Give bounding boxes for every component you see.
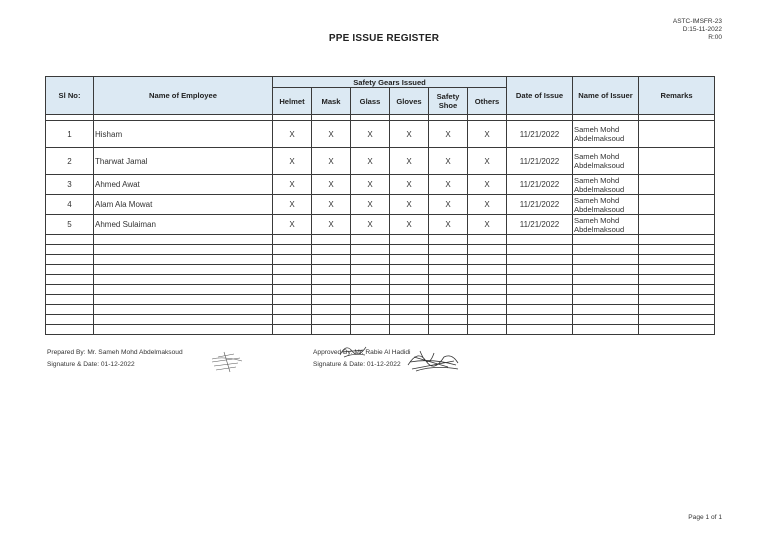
cell-safety-shoe: X bbox=[429, 215, 468, 235]
empty-row bbox=[46, 275, 715, 285]
empty-cell bbox=[573, 275, 639, 285]
cell-employee: Alam Ala Mowat bbox=[94, 195, 273, 215]
cell-safety-shoe: X bbox=[429, 148, 468, 175]
empty-cell bbox=[468, 295, 507, 305]
cell-others: X bbox=[468, 215, 507, 235]
header-safety-gears: Safety Gears Issued bbox=[273, 77, 507, 88]
empty-cell bbox=[312, 265, 351, 275]
empty-cell bbox=[507, 265, 573, 275]
empty-cell bbox=[46, 315, 94, 325]
empty-cell bbox=[94, 305, 273, 315]
cell-gloves: X bbox=[390, 121, 429, 148]
empty-cell bbox=[46, 255, 94, 265]
cell-remarks bbox=[639, 195, 715, 215]
cell-safety-shoe: X bbox=[429, 175, 468, 195]
issuer-line: Sameh Mohd bbox=[574, 175, 620, 185]
cell-remarks bbox=[639, 121, 715, 148]
empty-cell bbox=[390, 255, 429, 265]
empty-cell bbox=[273, 305, 312, 315]
document-code-number: ASTC-IMSFR-23 bbox=[672, 18, 722, 25]
header-employee: Name of Employee bbox=[94, 77, 273, 115]
issuer-line: Abdelmaksoud bbox=[574, 224, 625, 234]
cell-others: X bbox=[468, 175, 507, 195]
empty-cell bbox=[46, 235, 94, 245]
empty-cell bbox=[390, 275, 429, 285]
table-row bbox=[46, 121, 715, 148]
empty-cell bbox=[429, 295, 468, 305]
empty-cell bbox=[46, 285, 94, 295]
empty-cell bbox=[639, 245, 715, 255]
header-date-of-issue: Date of Issue bbox=[507, 77, 573, 115]
cell-sl: 5 bbox=[46, 215, 94, 235]
approved-signature-icon bbox=[404, 343, 462, 375]
header-mask: Mask bbox=[312, 88, 351, 115]
empty-cell bbox=[94, 275, 273, 285]
empty-cell bbox=[639, 255, 715, 265]
empty-cell bbox=[639, 325, 715, 335]
header-others: Others bbox=[468, 88, 507, 115]
empty-cell bbox=[46, 265, 94, 275]
empty-cell bbox=[94, 295, 273, 305]
empty-cell bbox=[639, 285, 715, 295]
empty-cell bbox=[351, 245, 390, 255]
empty-cell bbox=[468, 305, 507, 315]
table-row bbox=[46, 195, 715, 215]
page-title: PPE ISSUE REGISTER bbox=[328, 33, 440, 44]
cell-others: X bbox=[468, 148, 507, 175]
empty-cell bbox=[351, 305, 390, 315]
cell-helmet: X bbox=[273, 148, 312, 175]
cell-mask: X bbox=[312, 175, 351, 195]
cell-date: 11/21/2022 bbox=[507, 121, 573, 148]
empty-cell bbox=[573, 265, 639, 275]
empty-cell bbox=[390, 235, 429, 245]
issuer-line: Abdelmaksoud bbox=[574, 204, 625, 214]
cell-date: 11/21/2022 bbox=[507, 148, 573, 175]
cell-remarks bbox=[639, 215, 715, 235]
cell-sl: 2 bbox=[46, 148, 94, 175]
cell-helmet: X bbox=[273, 195, 312, 215]
cell-gloves: X bbox=[390, 215, 429, 235]
empty-cell bbox=[273, 315, 312, 325]
cell-helmet: X bbox=[273, 121, 312, 148]
empty-cell bbox=[429, 325, 468, 335]
empty-cell bbox=[273, 245, 312, 255]
empty-cell bbox=[639, 265, 715, 275]
header-gloves: Gloves bbox=[390, 88, 429, 115]
cell-remarks bbox=[639, 175, 715, 195]
empty-cell bbox=[573, 315, 639, 325]
empty-cell bbox=[94, 325, 273, 335]
empty-cell bbox=[273, 265, 312, 275]
empty-cell bbox=[351, 325, 390, 335]
empty-row bbox=[46, 265, 715, 275]
empty-cell bbox=[94, 285, 273, 295]
empty-cell bbox=[312, 275, 351, 285]
empty-cell bbox=[46, 245, 94, 255]
cell-issuer bbox=[573, 215, 639, 235]
empty-cell bbox=[94, 315, 273, 325]
empty-cell bbox=[46, 325, 94, 335]
table-row bbox=[46, 175, 715, 195]
empty-cell bbox=[312, 255, 351, 265]
cell-glass: X bbox=[351, 175, 390, 195]
empty-cell bbox=[573, 235, 639, 245]
header-helmet: Helmet bbox=[273, 88, 312, 115]
empty-cell bbox=[639, 275, 715, 285]
header-safety-shoe: Safety Shoe bbox=[429, 88, 468, 115]
issuer-line: Sameh Mohd bbox=[574, 195, 620, 205]
empty-cell bbox=[94, 245, 273, 255]
empty-cell bbox=[351, 265, 390, 275]
empty-cell bbox=[429, 275, 468, 285]
empty-cell bbox=[312, 295, 351, 305]
empty-row bbox=[46, 305, 715, 315]
cell-employee: Ahmed Sulaiman bbox=[94, 215, 273, 235]
document-code-date: D:15-11-2022 bbox=[682, 26, 722, 33]
approver-initial-signature-icon bbox=[338, 341, 368, 359]
empty-cell bbox=[573, 255, 639, 265]
empty-cell bbox=[273, 255, 312, 265]
table-row bbox=[46, 215, 715, 235]
empty-row bbox=[46, 325, 715, 335]
issuer-line: Sameh Mohd bbox=[574, 125, 620, 134]
cell-glass: X bbox=[351, 148, 390, 175]
cell-date: 11/21/2022 bbox=[507, 175, 573, 195]
empty-cell bbox=[351, 295, 390, 305]
empty-cell bbox=[468, 315, 507, 325]
cell-sl: 3 bbox=[46, 175, 94, 195]
empty-cell bbox=[390, 325, 429, 335]
empty-cell bbox=[507, 255, 573, 265]
cell-safety-shoe: X bbox=[429, 121, 468, 148]
empty-cell bbox=[94, 255, 273, 265]
cell-mask: X bbox=[312, 195, 351, 215]
empty-cell bbox=[46, 305, 94, 315]
empty-cell bbox=[507, 325, 573, 335]
cell-employee: Ahmed Awat bbox=[94, 175, 273, 195]
empty-cell bbox=[507, 275, 573, 285]
empty-cell bbox=[468, 245, 507, 255]
empty-cell bbox=[429, 235, 468, 245]
issuer-line: Sameh Mohd bbox=[574, 152, 620, 161]
issuer-line: Abdelmaksoud bbox=[574, 184, 625, 194]
empty-cell bbox=[573, 325, 639, 335]
empty-cell bbox=[468, 235, 507, 245]
empty-cell bbox=[273, 295, 312, 305]
header-sl-no: Sl No: bbox=[46, 77, 94, 115]
empty-cell bbox=[468, 285, 507, 295]
empty-cell bbox=[351, 315, 390, 325]
header-issuer: Name of Issuer bbox=[573, 77, 639, 115]
empty-cell bbox=[46, 275, 94, 285]
empty-cell bbox=[429, 305, 468, 315]
empty-cell bbox=[507, 295, 573, 305]
ppe-register-table bbox=[45, 76, 715, 335]
prepared-signature-icon bbox=[210, 350, 244, 374]
issuer-line: Abdelmaksoud bbox=[574, 134, 625, 143]
empty-cell bbox=[312, 305, 351, 315]
cell-mask: X bbox=[312, 121, 351, 148]
empty-cell bbox=[468, 255, 507, 265]
cell-date: 11/21/2022 bbox=[507, 215, 573, 235]
empty-cell bbox=[390, 285, 429, 295]
empty-row bbox=[46, 315, 715, 325]
cell-glass: X bbox=[351, 215, 390, 235]
cell-glass: X bbox=[351, 121, 390, 148]
cell-sl: 1 bbox=[46, 121, 94, 148]
empty-cell bbox=[507, 315, 573, 325]
table-row bbox=[46, 148, 715, 175]
approved-by: Approved By: Mr. Rabie Al Hadidi bbox=[313, 349, 411, 356]
cell-gloves: X bbox=[390, 195, 429, 215]
empty-cell bbox=[507, 245, 573, 255]
empty-row bbox=[46, 255, 715, 265]
empty-cell bbox=[468, 275, 507, 285]
empty-cell bbox=[351, 255, 390, 265]
cell-issuer bbox=[573, 175, 639, 195]
cell-date: 11/21/2022 bbox=[507, 195, 573, 215]
empty-cell bbox=[639, 315, 715, 325]
cell-mask: X bbox=[312, 148, 351, 175]
empty-row bbox=[46, 245, 715, 255]
empty-cell bbox=[94, 235, 273, 245]
document-code-revision: R:00 bbox=[708, 34, 722, 41]
empty-cell bbox=[468, 325, 507, 335]
empty-cell bbox=[312, 325, 351, 335]
issuer-line: Abdelmaksoud bbox=[574, 161, 625, 170]
empty-cell bbox=[273, 325, 312, 335]
cell-issuer bbox=[573, 121, 639, 148]
empty-cell bbox=[429, 245, 468, 255]
empty-cell bbox=[312, 285, 351, 295]
cell-issuer bbox=[573, 148, 639, 175]
empty-cell bbox=[390, 265, 429, 275]
empty-cell bbox=[351, 285, 390, 295]
empty-cell bbox=[429, 255, 468, 265]
cell-issuer bbox=[573, 195, 639, 215]
empty-cell bbox=[312, 245, 351, 255]
empty-cell bbox=[429, 315, 468, 325]
empty-cell bbox=[273, 275, 312, 285]
cell-helmet: X bbox=[273, 175, 312, 195]
empty-cell bbox=[390, 245, 429, 255]
prepared-by: Prepared By: Mr. Sameh Mohd Abdelmaksoud bbox=[47, 349, 183, 356]
cell-helmet: X bbox=[273, 215, 312, 235]
cell-safety-shoe: X bbox=[429, 195, 468, 215]
header-remarks: Remarks bbox=[639, 77, 715, 115]
empty-cell bbox=[573, 305, 639, 315]
empty-cell bbox=[390, 305, 429, 315]
empty-cell bbox=[46, 295, 94, 305]
cell-remarks bbox=[639, 148, 715, 175]
cell-gloves: X bbox=[390, 148, 429, 175]
cell-others: X bbox=[468, 195, 507, 215]
empty-cell bbox=[429, 265, 468, 275]
empty-row bbox=[46, 295, 715, 305]
empty-cell bbox=[312, 315, 351, 325]
header-glass: Glass bbox=[351, 88, 390, 115]
empty-cell bbox=[429, 285, 468, 295]
empty-cell bbox=[507, 305, 573, 315]
empty-cell bbox=[273, 285, 312, 295]
cell-mask: X bbox=[312, 215, 351, 235]
cell-others: X bbox=[468, 121, 507, 148]
cell-employee: Tharwat Jamal bbox=[94, 148, 273, 175]
approved-signature-date: Signature & Date: 01-12-2022 bbox=[313, 361, 401, 368]
empty-cell bbox=[639, 235, 715, 245]
empty-cell bbox=[390, 295, 429, 305]
prepared-signature-date: Signature & Date: 01-12-2022 bbox=[47, 361, 135, 368]
cell-gloves: X bbox=[390, 175, 429, 195]
cell-employee: Hisham bbox=[94, 121, 273, 148]
empty-cell bbox=[312, 235, 351, 245]
empty-cell bbox=[94, 265, 273, 275]
empty-cell bbox=[351, 235, 390, 245]
cell-sl: 4 bbox=[46, 195, 94, 215]
empty-cell bbox=[390, 315, 429, 325]
empty-cell bbox=[468, 265, 507, 275]
empty-row bbox=[46, 285, 715, 295]
empty-row bbox=[46, 235, 715, 245]
page-number: Page 1 of 1 bbox=[688, 514, 722, 521]
empty-cell bbox=[507, 235, 573, 245]
cell-glass: X bbox=[351, 195, 390, 215]
issuer-line: Sameh Mohd bbox=[574, 215, 620, 225]
empty-cell bbox=[639, 295, 715, 305]
empty-cell bbox=[639, 305, 715, 315]
empty-cell bbox=[507, 285, 573, 295]
empty-cell bbox=[573, 285, 639, 295]
empty-cell bbox=[573, 245, 639, 255]
empty-cell bbox=[273, 235, 312, 245]
empty-cell bbox=[351, 275, 390, 285]
empty-cell bbox=[573, 295, 639, 305]
